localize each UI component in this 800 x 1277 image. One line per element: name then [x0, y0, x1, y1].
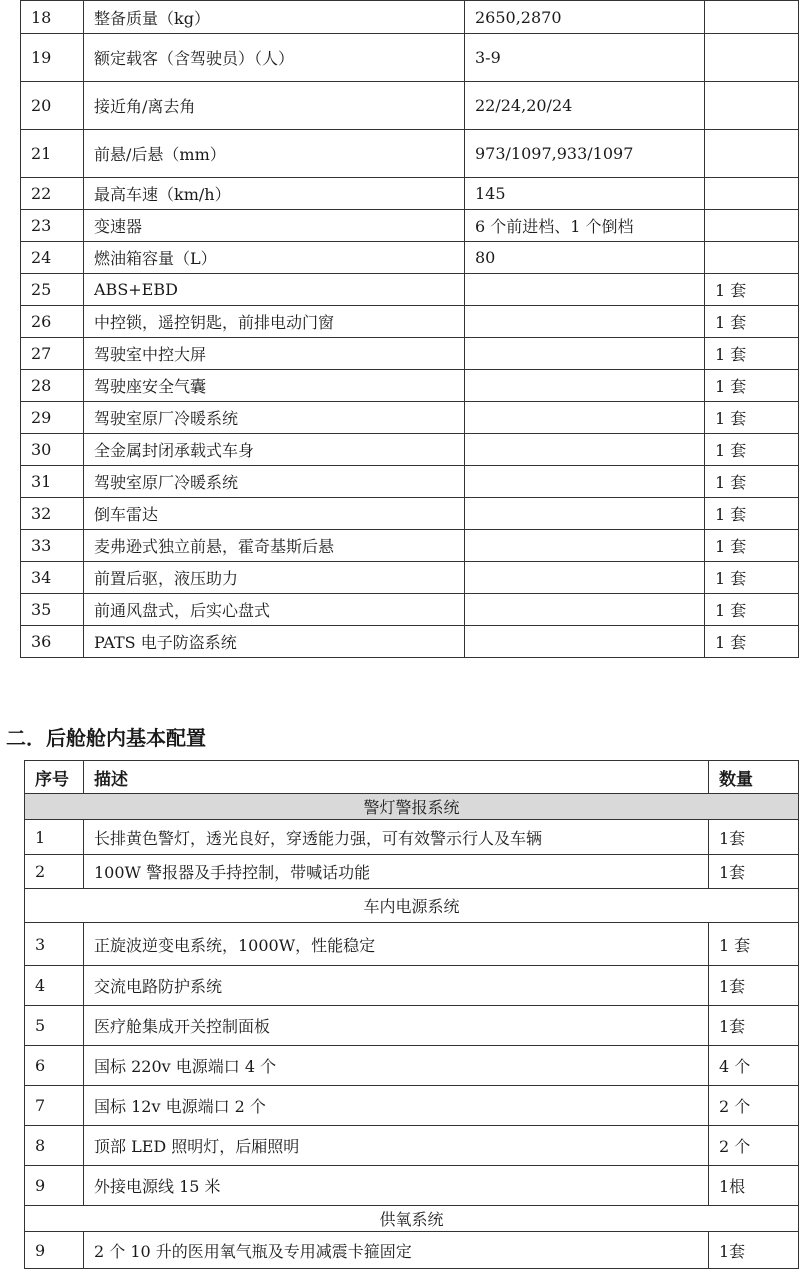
table-row: [21, 34, 799, 82]
row-number: 26: [21, 306, 84, 338]
item-name: 最高车速（km/h）: [84, 178, 465, 210]
group-header-row: [25, 889, 799, 923]
item-quantity: 1套: [709, 1006, 799, 1046]
vehicle-spec-table: [20, 0, 799, 658]
item-quantity: 2 个: [709, 1126, 799, 1166]
item-quantity: 1套: [709, 966, 799, 1006]
item-quantity: 1 套: [705, 402, 799, 434]
table-row: [21, 242, 799, 274]
item-quantity: 1 套: [705, 466, 799, 498]
item-value: 6 个前进档、1 个倒档: [465, 210, 705, 242]
table-row: [25, 923, 799, 966]
item-quantity: 4 个: [709, 1046, 799, 1086]
item-description: 2 个 10 升的医用氧气瓶及专用减震卡箍固定: [84, 1232, 709, 1269]
row-number: 4: [25, 966, 84, 1006]
item-quantity: 1根: [709, 1166, 799, 1206]
item-value: [465, 626, 705, 658]
row-number: 24: [21, 242, 84, 274]
item-value: [465, 338, 705, 370]
item-description: 国标 12v 电源端口 2 个: [84, 1086, 709, 1126]
table-row: [21, 338, 799, 370]
item-description: 交流电路防护系统: [84, 966, 709, 1006]
row-number: 32: [21, 498, 84, 530]
header-no: 序号: [25, 761, 84, 794]
item-value: 973/1097,933/1097: [465, 130, 705, 178]
item-name: 额定载客（含驾驶员）（人）: [84, 34, 465, 82]
item-value: 80: [465, 242, 705, 274]
table-row: [21, 466, 799, 498]
item-quantity: 1 套: [705, 306, 799, 338]
row-number: 35: [21, 594, 84, 626]
header-desc: 描述: [84, 761, 709, 794]
row-number: 6: [25, 1046, 84, 1086]
row-number: 33: [21, 530, 84, 562]
row-number: 29: [21, 402, 84, 434]
row-number: 8: [25, 1126, 84, 1166]
row-number: 36: [21, 626, 84, 658]
item-quantity: [705, 178, 799, 210]
item-name: 燃油箱容量（L）: [84, 242, 465, 274]
item-description: 国标 220v 电源端口 4 个: [84, 1046, 709, 1086]
item-quantity: 1 套: [705, 626, 799, 658]
row-number: 31: [21, 466, 84, 498]
table-row: [21, 434, 799, 466]
item-name: 前悬/后悬（mm）: [84, 130, 465, 178]
header-qty: 数量: [709, 761, 799, 794]
row-number: 18: [21, 1, 84, 34]
item-description: 医疗舱集成开关控制面板: [84, 1006, 709, 1046]
item-value: [465, 466, 705, 498]
item-value: [465, 498, 705, 530]
table-row: [21, 1, 799, 34]
item-name: 驾驶室中控大屏: [84, 338, 465, 370]
item-quantity: 1 套: [705, 274, 799, 306]
row-number: 21: [21, 130, 84, 178]
item-value: [465, 594, 705, 626]
item-quantity: 1 套: [705, 434, 799, 466]
table-row: [25, 1086, 799, 1126]
item-quantity: 1套: [709, 855, 799, 889]
item-name: 倒车雷达: [84, 498, 465, 530]
table-row: [25, 1046, 799, 1086]
table-header-row: [25, 761, 799, 794]
item-quantity: 1套: [709, 820, 799, 855]
table-row: [25, 1006, 799, 1046]
row-number: 22: [21, 178, 84, 210]
item-quantity: 1 套: [705, 530, 799, 562]
item-value: [465, 306, 705, 338]
item-value: [465, 370, 705, 402]
item-value: [465, 530, 705, 562]
group-title: 供氧系统: [25, 1206, 799, 1232]
item-value: 3-9: [465, 34, 705, 82]
table-row: [21, 626, 799, 658]
row-number: 1: [25, 820, 84, 855]
item-value: 22/24,20/24: [465, 82, 705, 130]
item-description: 顶部 LED 照明灯，后厢照明: [84, 1126, 709, 1166]
row-number: 19: [21, 34, 84, 82]
item-description: 外接电源线 15 米: [84, 1166, 709, 1206]
item-value: [465, 434, 705, 466]
item-name: 全金属封闭承载式车身: [84, 434, 465, 466]
group-title: 警灯警报系统: [25, 794, 799, 820]
group-header-row: [25, 1206, 799, 1232]
item-quantity: [705, 242, 799, 274]
table-row: [25, 966, 799, 1006]
row-number: 20: [21, 82, 84, 130]
item-quantity: 1 套: [705, 498, 799, 530]
item-quantity: [705, 34, 799, 82]
item-value: [465, 274, 705, 306]
row-number: 23: [21, 210, 84, 242]
row-number: 3: [25, 923, 84, 966]
table-row: [25, 820, 799, 855]
item-quantity: [705, 1, 799, 34]
group-header-row: [25, 794, 799, 820]
item-name: 接近角/离去角: [84, 82, 465, 130]
item-name: 驾驶座安全气囊: [84, 370, 465, 402]
item-name: 前置后驱，液压助力: [84, 562, 465, 594]
table-row: [21, 402, 799, 434]
table-row: [21, 498, 799, 530]
row-number: 5: [25, 1006, 84, 1046]
item-name: PATS 电子防盗系统: [84, 626, 465, 658]
section-heading: 二．后舱舱内基本配置: [6, 726, 206, 750]
item-name: 麦弗逊式独立前悬，霍奇基斯后悬: [84, 530, 465, 562]
item-quantity: [705, 82, 799, 130]
row-number: 7: [25, 1086, 84, 1126]
table-row: [25, 1166, 799, 1206]
item-value: [465, 402, 705, 434]
item-description: 长排黄色警灯，透光良好，穿透能力强，可有效警示行人及车辆: [84, 820, 709, 855]
row-number: 30: [21, 434, 84, 466]
cabin-config-table: [24, 760, 799, 1269]
table-row: [21, 210, 799, 242]
item-name: ABS+EBD: [84, 274, 465, 306]
item-quantity: 1 套: [705, 594, 799, 626]
item-name: 整备质量（kg）: [84, 1, 465, 34]
row-number: 34: [21, 562, 84, 594]
item-name: 驾驶室原厂冷暖系统: [84, 402, 465, 434]
item-description: 正旋波逆变电系统，1000W，性能稳定: [84, 923, 709, 966]
item-name: 中控锁，遥控钥匙，前排电动门窗: [84, 306, 465, 338]
row-number: 27: [21, 338, 84, 370]
group-title: 车内电源系统: [25, 889, 799, 923]
table-row: [21, 594, 799, 626]
item-value: 2650,2870: [465, 1, 705, 34]
item-quantity: 1 套: [705, 562, 799, 594]
table-row: [21, 306, 799, 338]
item-description: 100W 警报器及手持控制，带喊话功能: [84, 855, 709, 889]
item-name: 变速器: [84, 210, 465, 242]
item-name: 驾驶室原厂冷暖系统: [84, 466, 465, 498]
item-quantity: 1 套: [705, 370, 799, 402]
table-row: [25, 1126, 799, 1166]
table-row: [21, 130, 799, 178]
item-quantity: 1 套: [705, 338, 799, 370]
item-quantity: 2 个: [709, 1086, 799, 1126]
table-row: [21, 274, 799, 306]
item-value: [465, 562, 705, 594]
item-quantity: [705, 130, 799, 178]
table-row: [25, 1232, 799, 1269]
row-number: 25: [21, 274, 84, 306]
table-row: [21, 178, 799, 210]
table-row: [21, 562, 799, 594]
row-number: 9: [25, 1166, 84, 1206]
table-row: [21, 530, 799, 562]
row-number: 9: [25, 1232, 84, 1269]
item-quantity: 1 套: [709, 923, 799, 966]
table-row: [25, 855, 799, 889]
item-quantity: 1套: [709, 1232, 799, 1269]
item-quantity: [705, 210, 799, 242]
table-row: [21, 370, 799, 402]
row-number: 28: [21, 370, 84, 402]
table-row: [21, 82, 799, 130]
row-number: 2: [25, 855, 84, 889]
item-name: 前通风盘式，后实心盘式: [84, 594, 465, 626]
item-value: 145: [465, 178, 705, 210]
